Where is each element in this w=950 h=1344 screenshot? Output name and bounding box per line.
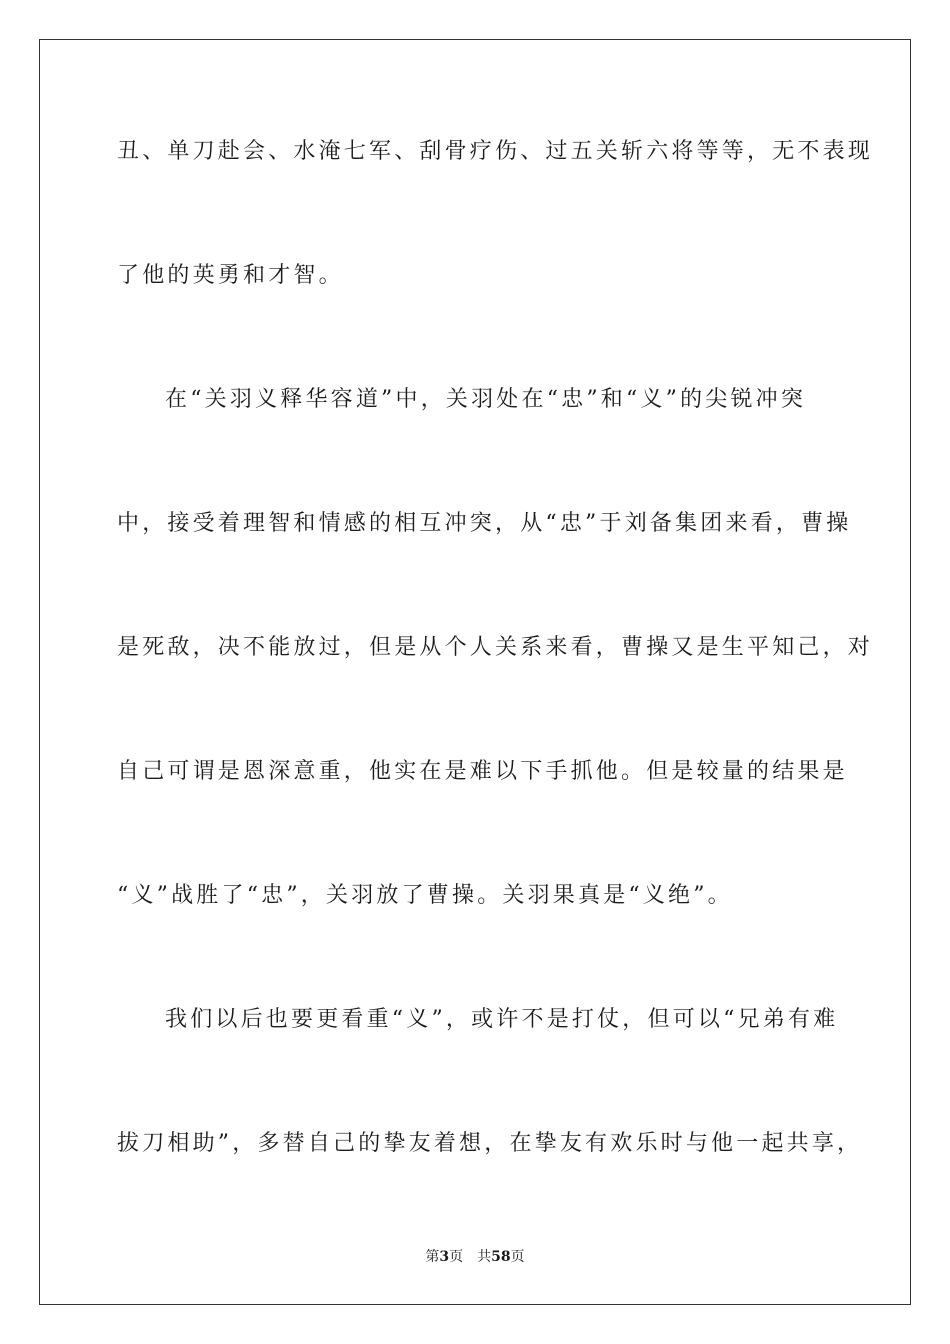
total-page-number: 58 [491, 1249, 511, 1265]
page-footer [0, 1248, 950, 1266]
text-line-6: 自己可谓是恩深意重，他实在是难以下手抓他。但是较量的结果是 [117, 759, 848, 784]
text-line-8: 我们以后也要更看重“义”，或许不是打仗，但可以“兄弟有难 [165, 1007, 839, 1032]
footer-total-suffix: 页 [510, 1249, 525, 1265]
current-page-number: 3 [439, 1249, 450, 1265]
text-line-7: “义”战胜了“忠”，关羽放了曹操。关羽果真是“义绝”。 [117, 883, 733, 908]
text-line-9: 拔刀相助”，多替自己的挚友着想，在挚友有欢乐时与他一起共享， [117, 1131, 863, 1156]
footer-page-suffix: 页 [449, 1249, 464, 1265]
text-line-4: 中，接受着理智和情感的相互冲突，从“忠”于刘备集团来看，曹操 [117, 511, 852, 536]
footer-total-prefix: 共 [477, 1249, 492, 1265]
page-border [39, 39, 911, 1305]
text-line-1: 丑、单刀赴会、水淹七军、刮骨疗伤、过五关斩六将等等，无不表现 [117, 139, 874, 164]
text-line-5: 是死敌，决不能放过，但是从个人关系来看，曹操又是生平知己，对 [117, 635, 874, 660]
text-line-3: 在“关羽义释华容道”中，关羽处在“忠”和“义”的尖锐冲突 [165, 387, 807, 412]
footer-prefix: 第 [425, 1249, 440, 1265]
text-line-2: 了他的英勇和才智。 [117, 263, 344, 288]
